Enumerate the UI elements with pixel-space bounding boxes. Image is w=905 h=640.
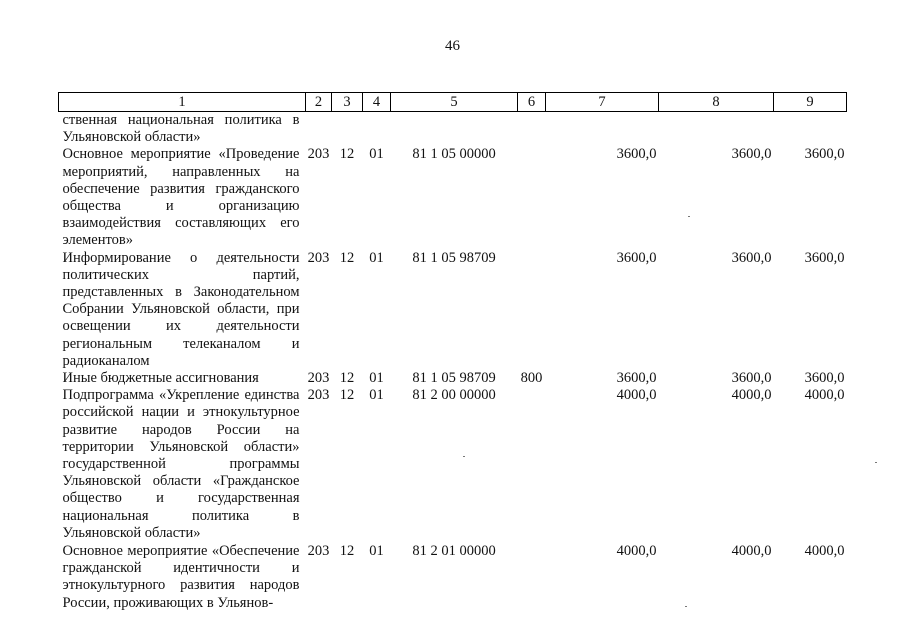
col-4: 01 <box>369 249 384 266</box>
col-5: 81 1 05 00000 <box>412 146 496 163</box>
col-4: 01 <box>369 543 384 560</box>
header-col-5: 5 <box>391 93 518 112</box>
table-row <box>59 112 847 147</box>
scan-speck <box>463 456 465 457</box>
col-6 <box>518 387 546 542</box>
col-9: 3600,0 <box>804 249 845 266</box>
col-3: 12 <box>339 370 355 387</box>
row-name: Информирование о деятельности политических партий, представленных в Законодательном Собрании Ульяновской области, при освещении их деятельности региональным телеканалом и радиоканалом <box>62 249 300 369</box>
header-col-1: 1 <box>59 93 306 112</box>
col-4: 01 <box>369 146 384 163</box>
col-4 <box>363 112 391 147</box>
col-2: 203 <box>307 249 330 266</box>
header-col-3: 3 <box>332 93 363 112</box>
header-col-6: 6 <box>518 93 546 112</box>
col-9 <box>774 112 847 147</box>
col-8: 4000,0 <box>731 387 772 404</box>
col-8: 4000,0 <box>731 543 772 560</box>
col-2: 203 <box>307 387 330 404</box>
scan-speck <box>875 462 877 463</box>
col-7: 3600,0 <box>616 249 657 266</box>
col-4: 01 <box>369 387 384 404</box>
table-row <box>59 370 847 387</box>
col-7: 4000,0 <box>616 543 657 560</box>
col-3: 12 <box>339 146 355 163</box>
col-2: 203 <box>307 146 330 163</box>
col-3 <box>332 112 363 147</box>
col-8 <box>659 112 774 147</box>
col-7: 4000,0 <box>616 387 657 404</box>
col-5 <box>391 112 518 147</box>
col-6 <box>518 146 546 249</box>
col-3: 12 <box>339 249 355 266</box>
col-2: 203 <box>307 543 330 560</box>
col-5: 81 1 05 98709 <box>412 370 496 387</box>
table-row <box>59 146 847 249</box>
col-3: 12 <box>339 387 355 404</box>
header-col-2: 2 <box>306 93 332 112</box>
table-row <box>59 250 847 370</box>
col-2 <box>306 112 332 147</box>
col-9: 3600,0 <box>804 370 845 387</box>
scan-speck <box>685 606 687 607</box>
col-9: 4000,0 <box>804 543 845 560</box>
col-5: 81 1 05 98709 <box>412 249 496 266</box>
header-col-8: 8 <box>659 93 774 112</box>
col-6: 800 <box>520 370 543 387</box>
budget-table <box>58 92 847 612</box>
col-3: 12 <box>339 543 355 560</box>
col-8: 3600,0 <box>731 370 772 387</box>
col-7: 3600,0 <box>616 370 657 387</box>
header-col-9: 9 <box>774 93 847 112</box>
row-name: Иные бюджетные ассигнования <box>62 370 259 387</box>
row-name: ственная национальная политика в Ульяновской области» <box>62 112 300 146</box>
col-4: 01 <box>369 370 384 387</box>
col-8: 3600,0 <box>731 146 772 163</box>
header-col-4: 4 <box>363 93 391 112</box>
col-5: 81 2 01 00000 <box>412 543 496 560</box>
col-6 <box>518 112 546 147</box>
col-9: 4000,0 <box>804 387 845 404</box>
col-8: 3600,0 <box>731 249 772 266</box>
col-6 <box>518 250 546 370</box>
col-7: 3600,0 <box>616 146 657 163</box>
header-row <box>59 93 847 112</box>
col-7 <box>546 112 659 147</box>
header-col-7: 7 <box>546 93 659 112</box>
col-5: 81 2 00 00000 <box>412 387 496 404</box>
scan-speck <box>688 216 690 217</box>
table-row <box>59 387 847 542</box>
col-9: 3600,0 <box>804 146 845 163</box>
table-row <box>59 542 847 612</box>
row-name: Основное мероприятие «Обеспечение гражданской идентичности и этнокультурного развития народов России, проживающих в Ульянов- <box>62 543 300 611</box>
col-6 <box>518 542 546 612</box>
row-name: Подпрограмма «Укрепление единства российской нации и этнокультурное развитие народов России на территории Ульяновской области» государственной программы Ульяновской области «Гражданское общество и государственная национальная политика в Ульяновской области» <box>62 387 300 541</box>
row-name: Основное мероприятие «Проведение мероприятий, направленных на обеспечение развития гражданского общества и организацию взаимодействия составляющих его элементов» <box>62 146 300 249</box>
page-number: 46 <box>445 38 460 54</box>
col-2: 203 <box>307 370 330 387</box>
